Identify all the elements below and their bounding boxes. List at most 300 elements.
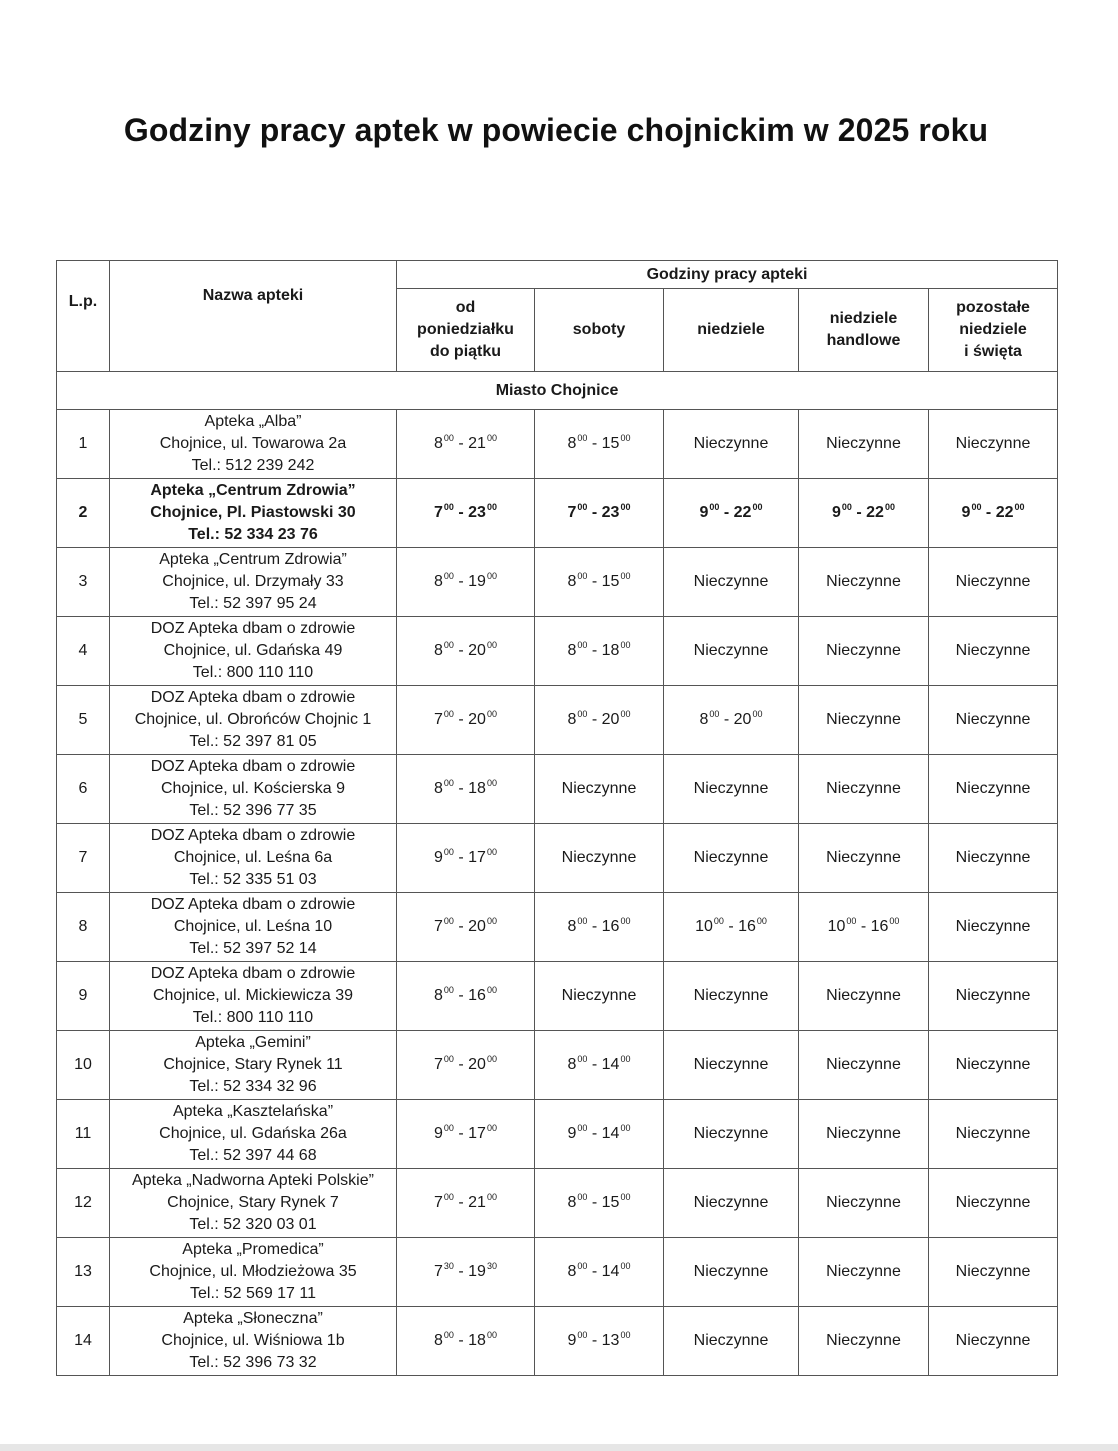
hours-open: 7 xyxy=(434,1056,443,1073)
row-number: 2 xyxy=(57,479,110,548)
hours-open-min: 00 xyxy=(577,1192,588,1202)
row-number: 14 xyxy=(57,1307,110,1376)
pharmacy-address: Chojnice, ul. Towarowa 2a xyxy=(159,435,347,452)
pharmacy-cell xyxy=(110,410,397,479)
pharmacy-address: Chojnice, ul. Drzymały 33 xyxy=(162,573,344,590)
hours-open: 8 xyxy=(567,918,577,935)
pharmacy-phone: Tel.: 52 569 17 11 xyxy=(189,1285,317,1302)
hours-cell: $7^{00} - 21^{00}$ xyxy=(397,1169,535,1238)
table-row xyxy=(57,824,1058,893)
pharmacy-phone: Tel.: 52 396 77 35 xyxy=(189,802,317,819)
pharmacy-cell xyxy=(110,962,397,1031)
hours-open: 9 xyxy=(567,1332,577,1349)
hours-close: 14 xyxy=(601,1056,620,1073)
header-line: niedziele xyxy=(959,321,1027,338)
hours-close-min: 00 xyxy=(1014,502,1025,512)
closed-cell: Nieczynne xyxy=(929,410,1058,479)
hours-close: 17 xyxy=(468,849,486,866)
hours-open-min: 00 xyxy=(443,571,454,581)
hours-open: 9 xyxy=(699,504,709,521)
hours-close-min: 00 xyxy=(486,433,497,443)
table-row xyxy=(57,479,1058,548)
hours-open-min: 00 xyxy=(846,916,857,926)
row-number: 7 xyxy=(57,824,110,893)
hours-cell: $7^{00} - 23^{00}$ xyxy=(535,479,664,548)
closed-cell: Nieczynne xyxy=(664,617,799,686)
header-line: od xyxy=(455,299,476,316)
closed-cell: Nieczynne xyxy=(664,548,799,617)
pharmacy-cell xyxy=(110,1238,397,1307)
pharmacy-name: Apteka „Nadworna Apteki Polskie” xyxy=(132,1172,374,1189)
hours-cell: $8^{00} - 20^{00}$ xyxy=(664,686,799,755)
closed-cell: Nieczynne xyxy=(929,824,1058,893)
page-title: Godziny pracy aptek w powiecie chojnickim w 2025 roku xyxy=(123,112,989,148)
hours-open: 8 xyxy=(434,642,443,659)
hours-open: 9 xyxy=(434,849,443,866)
hours-cell: $9^{00} - 17^{00}$ xyxy=(397,824,535,893)
closed-cell: Nieczynne xyxy=(929,1169,1058,1238)
pharmacy-phone: Tel.: 52 334 23 76 xyxy=(188,526,318,543)
closed-cell: Nieczynne xyxy=(664,1238,799,1307)
closed-cell: Nieczynne xyxy=(799,617,929,686)
header-hours-group: Godziny pracy apteki xyxy=(397,261,1058,289)
closed-cell: Nieczynne xyxy=(799,1100,929,1169)
pharmacy-name: DOZ Apteka dbam o zdrowie xyxy=(150,620,356,637)
hours-open: 7 xyxy=(434,918,443,935)
hours-close-min: 00 xyxy=(620,502,631,512)
closed-cell: Nieczynne xyxy=(799,962,929,1031)
hours-close-min: 00 xyxy=(486,916,497,926)
hours-close-min: 00 xyxy=(620,1261,631,1271)
pharmacy-cell xyxy=(110,617,397,686)
row-number: 12 xyxy=(57,1169,110,1238)
hours-close: 13 xyxy=(601,1332,620,1349)
pharmacy-phone: Tel.: 52 320 03 01 xyxy=(189,1216,317,1233)
closed-cell: Nieczynne xyxy=(664,1100,799,1169)
hours-close: 22 xyxy=(733,504,752,521)
pharmacy-phone: Tel.: 52 397 95 24 xyxy=(189,595,317,612)
hours-cell: $8^{00} - 18^{00}$ xyxy=(397,755,535,824)
hours-close: 22 xyxy=(866,504,884,521)
hours-close-min: 00 xyxy=(486,985,497,995)
closed-cell: Nieczynne xyxy=(929,1100,1058,1169)
header-line: pozostałe xyxy=(956,299,1030,316)
hours-cell: $8^{00} - 21^{00}$ xyxy=(397,410,535,479)
hours-open: 8 xyxy=(567,642,577,659)
pharmacy-name: Apteka „Alba” xyxy=(204,413,302,430)
table-row xyxy=(57,617,1058,686)
hours-close: 23 xyxy=(468,504,486,521)
row-number: 1 xyxy=(57,410,110,479)
hours-open-min: 00 xyxy=(443,985,454,995)
closed-cell: Nieczynne xyxy=(799,755,929,824)
row-number: 5 xyxy=(57,686,110,755)
hours-open: 7 xyxy=(434,1194,443,1211)
hours-close-min: 00 xyxy=(620,1123,631,1133)
hours-cell: $9^{00} - 22^{00}$ xyxy=(664,479,799,548)
pharmacy-cell xyxy=(110,479,397,548)
pharmacy-address: Chojnice, ul. Obrońców Chojnic 1 xyxy=(134,711,372,728)
hours-open: 8 xyxy=(567,435,577,452)
closed-cell: Nieczynne xyxy=(799,1307,929,1376)
hours-close: 20 xyxy=(468,1056,486,1073)
closed-cell: Nieczynne xyxy=(535,755,664,824)
hours-open: 7 xyxy=(434,711,443,728)
hours-open-min: 00 xyxy=(577,1054,588,1064)
hours-open-min: 00 xyxy=(443,1192,454,1202)
pharmacy-cell xyxy=(110,686,397,755)
pharmacy-address: Chojnice, Stary Rynek 7 xyxy=(167,1194,339,1211)
hours-open-min: 00 xyxy=(443,916,454,926)
table-row xyxy=(57,686,1058,755)
closed-cell: Nieczynne xyxy=(799,410,929,479)
pharmacy-phone: Tel.: 800 110 110 xyxy=(192,1009,314,1026)
closed-cell: Nieczynne xyxy=(929,548,1058,617)
hours-cell: $7^{00} - 20^{00}$ xyxy=(397,1031,535,1100)
hours-open-min: 00 xyxy=(443,778,454,788)
closed-cell: Nieczynne xyxy=(664,962,799,1031)
closed-cell: Nieczynne xyxy=(799,1238,929,1307)
header-line: do piątku xyxy=(429,343,502,360)
hours-cell: $10^{00} - 16^{00}$ xyxy=(664,893,799,962)
pharmacy-phone: Tel.: 52 335 51 03 xyxy=(189,871,317,888)
hours-open-min: 00 xyxy=(577,502,588,512)
pharmacy-address: Chojnice, ul. Leśna 10 xyxy=(173,918,333,935)
hours-close-min: 00 xyxy=(486,847,497,857)
table-row xyxy=(57,962,1058,1031)
table-row xyxy=(57,1169,1058,1238)
hours-close: 14 xyxy=(601,1125,620,1142)
pharmacy-address: Chojnice, ul. Młodzieżowa 35 xyxy=(149,1263,357,1280)
hours-open-min: 00 xyxy=(443,1054,454,1064)
closed-cell: Nieczynne xyxy=(929,1238,1058,1307)
hours-open-min: 00 xyxy=(577,640,588,650)
hours-close-min: 00 xyxy=(752,502,763,512)
hours-close: 16 xyxy=(738,918,756,935)
row-number: 8 xyxy=(57,893,110,962)
table-row xyxy=(57,548,1058,617)
hours-close: 16 xyxy=(601,918,620,935)
pharmacy-cell xyxy=(110,824,397,893)
hours-close: 16 xyxy=(468,987,486,1004)
pharmacy-phone: Tel.: 52 397 52 14 xyxy=(189,940,317,957)
pharmacy-name: Apteka „Gemini” xyxy=(195,1034,311,1051)
pharmacy-cell xyxy=(110,1307,397,1376)
closed-cell: Nieczynne xyxy=(535,962,664,1031)
hours-open-min: 30 xyxy=(443,1261,454,1271)
closed-cell: Nieczynne xyxy=(799,686,929,755)
hours-open-min: 00 xyxy=(443,1330,454,1340)
hours-open-min: 00 xyxy=(443,709,454,719)
table-row xyxy=(57,755,1058,824)
hours-close: 20 xyxy=(468,642,486,659)
row-number: 3 xyxy=(57,548,110,617)
closed-cell: Nieczynne xyxy=(664,1307,799,1376)
closed-cell: Nieczynne xyxy=(799,548,929,617)
hours-close: 18 xyxy=(468,780,486,797)
hours-cell: $9^{00} - 14^{00}$ xyxy=(535,1100,664,1169)
hours-open-min: 00 xyxy=(841,502,852,512)
closed-cell: Nieczynne xyxy=(929,893,1058,962)
closed-cell: Nieczynne xyxy=(929,1307,1058,1376)
hours-close-min: 00 xyxy=(486,778,497,788)
hours-open: 8 xyxy=(434,1332,443,1349)
closed-cell: Nieczynne xyxy=(664,410,799,479)
pharmacy-name: DOZ Apteka dbam o zdrowie xyxy=(150,827,356,844)
hours-open: 8 xyxy=(434,780,443,797)
hours-open: 8 xyxy=(567,1194,577,1211)
hours-open-min: 00 xyxy=(443,433,454,443)
hours-close: 20 xyxy=(468,918,486,935)
hours-close: 20 xyxy=(733,711,752,728)
hours-close-min: 00 xyxy=(620,1330,631,1340)
hours-open: 8 xyxy=(567,1056,577,1073)
bottom-edge xyxy=(0,1444,1118,1451)
table-row xyxy=(57,1307,1058,1376)
closed-cell: Nieczynne xyxy=(929,962,1058,1031)
hours-close-min: 00 xyxy=(752,709,763,719)
hours-cell: $8^{00} - 15^{00}$ xyxy=(535,410,664,479)
hours-close: 18 xyxy=(468,1332,486,1349)
pharmacy-cell xyxy=(110,548,397,617)
table-row xyxy=(57,1238,1058,1307)
hours-open: 8 xyxy=(567,1263,577,1280)
hours-open: 8 xyxy=(699,711,709,728)
hours-cell: $10^{00} - 16^{00}$ xyxy=(799,893,929,962)
table-row xyxy=(57,1031,1058,1100)
header-column xyxy=(535,289,664,372)
hours-open: 8 xyxy=(567,573,577,590)
hours-close-min: 00 xyxy=(486,640,497,650)
header-column xyxy=(664,289,799,372)
hours-cell: $8^{00} - 14^{00}$ xyxy=(535,1238,664,1307)
hours-open-min: 00 xyxy=(443,1123,454,1133)
hours-open-min: 00 xyxy=(443,640,454,650)
hours-open: 9 xyxy=(832,504,841,521)
row-number: 4 xyxy=(57,617,110,686)
hours-close-min: 00 xyxy=(620,1054,631,1064)
hours-close-min: 00 xyxy=(486,502,497,512)
hours-close: 16 xyxy=(870,918,889,935)
hours-close: 17 xyxy=(468,1125,486,1142)
hours-cell: $8^{00} - 16^{00}$ xyxy=(397,962,535,1031)
pharmacy-name: DOZ Apteka dbam o zdrowie xyxy=(150,758,356,775)
hours-cell: $8^{00} - 18^{00}$ xyxy=(397,1307,535,1376)
hours-cell: $9^{00} - 17^{00}$ xyxy=(397,1100,535,1169)
hours-cell: $7^{00} - 20^{00}$ xyxy=(397,893,535,962)
hours-cell: $8^{00} - 20^{00}$ xyxy=(397,617,535,686)
hours-close-min: 00 xyxy=(486,709,497,719)
header-line: poniedziałku xyxy=(417,321,514,338)
hours-close-min: 00 xyxy=(486,1330,497,1340)
closed-cell: Nieczynne xyxy=(929,686,1058,755)
header-lp: L.p. xyxy=(57,261,110,372)
hours-open-min: 00 xyxy=(577,433,588,443)
pharmacy-phone: Tel.: 800 110 110 xyxy=(192,664,314,681)
closed-cell: Nieczynne xyxy=(929,1031,1058,1100)
section-title: Miasto Chojnice xyxy=(57,372,1058,410)
hours-close-min: 00 xyxy=(620,433,631,443)
hours-open: 9 xyxy=(961,504,971,521)
header-column xyxy=(799,289,929,372)
closed-cell: Nieczynne xyxy=(535,824,664,893)
pharmacy-address: Chojnice, ul. Wiśniowa 1b xyxy=(161,1332,345,1349)
pharmacy-phone: Tel.: 52 396 73 32 xyxy=(189,1354,317,1371)
hours-close: 15 xyxy=(601,573,620,590)
pharmacy-name: DOZ Apteka dbam o zdrowie xyxy=(150,896,356,913)
row-number: 13 xyxy=(57,1238,110,1307)
hours-open: 10 xyxy=(695,918,713,935)
pharmacy-hours-table xyxy=(56,260,1058,1376)
header-column xyxy=(397,289,535,372)
hours-cell: $8^{00} - 15^{00}$ xyxy=(535,548,664,617)
pharmacy-address: Chojnice, ul. Gdańska 49 xyxy=(163,642,343,659)
pharmacy-name: Apteka „Promedica” xyxy=(182,1241,324,1258)
hours-open: 7 xyxy=(567,504,577,521)
hours-close: 18 xyxy=(601,642,620,659)
hours-close-min: 00 xyxy=(620,1192,631,1202)
hours-cell: $8^{00} - 18^{00}$ xyxy=(535,617,664,686)
pharmacy-cell xyxy=(110,893,397,962)
hours-cell: $8^{00} - 19^{00}$ xyxy=(397,548,535,617)
hours-open: 8 xyxy=(567,711,577,728)
hours-close-min: 00 xyxy=(486,571,497,581)
row-number: 9 xyxy=(57,962,110,1031)
hours-close: 21 xyxy=(468,1194,486,1211)
closed-cell: Nieczynne xyxy=(929,617,1058,686)
hours-cell: $7^{00} - 20^{00}$ xyxy=(397,686,535,755)
pharmacy-name: Apteka „Kasztelańska” xyxy=(172,1103,334,1120)
pharmacy-name: DOZ Apteka dbam o zdrowie xyxy=(150,965,356,982)
row-number: 11 xyxy=(57,1100,110,1169)
closed-cell: Nieczynne xyxy=(664,1169,799,1238)
pharmacy-phone: Tel.: 52 334 32 96 xyxy=(189,1078,317,1095)
hours-close: 20 xyxy=(601,711,620,728)
hours-open: 7 xyxy=(434,1263,443,1280)
pharmacy-phone: Tel.: 52 397 44 68 xyxy=(189,1147,317,1164)
header-line: handlowe xyxy=(826,332,901,349)
hours-cell: $8^{00} - 14^{00}$ xyxy=(535,1031,664,1100)
pharmacy-address: Chojnice, ul. Kościerska 9 xyxy=(160,780,346,797)
hours-close: 21 xyxy=(468,435,486,452)
header-line: niedziele xyxy=(829,310,898,327)
hours-close-min: 00 xyxy=(884,502,895,512)
hours-open-min: 00 xyxy=(577,916,588,926)
hours-close: 22 xyxy=(995,504,1014,521)
header-line: niedziele xyxy=(697,321,765,338)
pharmacy-name: Apteka „Centrum Zdrowia” xyxy=(150,482,356,499)
pharmacy-address: Chojnice, Stary Rynek 11 xyxy=(163,1056,343,1073)
pharmacy-cell xyxy=(110,1169,397,1238)
pharmacy-address: Chojnice, ul. Gdańska 26a xyxy=(159,1125,347,1142)
hours-open: 8 xyxy=(434,573,443,590)
table-row xyxy=(57,893,1058,962)
hours-close-min: 00 xyxy=(620,916,631,926)
hours-open: 10 xyxy=(827,918,846,935)
hours-close: 19 xyxy=(468,1263,486,1280)
table-row xyxy=(57,1100,1058,1169)
hours-close-min: 30 xyxy=(486,1261,497,1271)
pharmacy-name: DOZ Apteka dbam o zdrowie xyxy=(150,689,356,706)
pharmacy-address: Chojnice, Pl. Piastowski 30 xyxy=(150,504,356,521)
pharmacy-name: Apteka „Słoneczna” xyxy=(183,1310,323,1327)
hours-open: 9 xyxy=(434,1125,443,1142)
pharmacy-phone: Tel.: 52 397 81 05 xyxy=(189,733,317,750)
closed-cell: Nieczynne xyxy=(799,1031,929,1100)
hours-cell: $9^{00} - 22^{00}$ xyxy=(929,479,1058,548)
pharmacy-address: Chojnice, ul. Leśna 6a xyxy=(173,849,333,866)
hours-cell: $8^{00} - 20^{00}$ xyxy=(535,686,664,755)
hours-open-min: 00 xyxy=(709,502,720,512)
closed-cell: Nieczynne xyxy=(664,755,799,824)
hours-cell: $7^{00} - 23^{00}$ xyxy=(397,479,535,548)
hours-open-min: 00 xyxy=(577,1261,588,1271)
hours-close-min: 00 xyxy=(486,1192,497,1202)
hours-cell: $8^{00} - 16^{00}$ xyxy=(535,893,664,962)
pharmacy-cell xyxy=(110,1031,397,1100)
hours-open-min: 00 xyxy=(577,1123,588,1133)
hours-close-min: 00 xyxy=(486,1123,497,1133)
hours-open-min: 00 xyxy=(577,571,588,581)
closed-cell: Nieczynne xyxy=(929,755,1058,824)
closed-cell: Nieczynne xyxy=(799,824,929,893)
pharmacy-cell xyxy=(110,1100,397,1169)
hours-close-min: 00 xyxy=(620,640,631,650)
hours-close: 15 xyxy=(601,435,620,452)
hours-open: 9 xyxy=(567,1125,577,1142)
hours-close: 20 xyxy=(468,711,486,728)
hours-open-min: 00 xyxy=(713,916,724,926)
table-row xyxy=(57,410,1058,479)
hours-open: 8 xyxy=(434,435,443,452)
header-line: soboty xyxy=(572,321,626,338)
hours-open: 7 xyxy=(434,504,443,521)
hours-open-min: 00 xyxy=(971,502,982,512)
row-number: 6 xyxy=(57,755,110,824)
header-line: i święta xyxy=(964,343,1022,360)
hours-close-min: 00 xyxy=(889,916,900,926)
hours-open-min: 00 xyxy=(443,502,454,512)
closed-cell: Nieczynne xyxy=(799,1169,929,1238)
hours-close-min: 00 xyxy=(486,1054,497,1064)
header-name: Nazwa apteki xyxy=(110,261,397,372)
hours-open-min: 00 xyxy=(709,709,720,719)
hours-cell: $7^{30} - 19^{30}$ xyxy=(397,1238,535,1307)
hours-close: 15 xyxy=(601,1194,620,1211)
hours-close-min: 00 xyxy=(756,916,767,926)
pharmacy-name: Apteka „Centrum Zdrowia” xyxy=(159,551,347,568)
closed-cell: Nieczynne xyxy=(664,824,799,893)
row-number: 10 xyxy=(57,1031,110,1100)
pharmacy-cell xyxy=(110,755,397,824)
hours-close-min: 00 xyxy=(620,709,631,719)
hours-cell: $9^{00} - 22^{00}$ xyxy=(799,479,929,548)
hours-close-min: 00 xyxy=(620,571,631,581)
hours-cell: $8^{00} - 15^{00}$ xyxy=(535,1169,664,1238)
hours-open-min: 00 xyxy=(443,847,454,857)
pharmacy-address: Chojnice, ul. Mickiewicza 39 xyxy=(152,987,354,1004)
hours-close: 23 xyxy=(601,504,620,521)
hours-open: 8 xyxy=(434,987,443,1004)
header-column xyxy=(929,289,1058,372)
closed-cell: Nieczynne xyxy=(664,1031,799,1100)
hours-open-min: 00 xyxy=(577,1330,588,1340)
hours-cell: $9^{00} - 13^{00}$ xyxy=(535,1307,664,1376)
hours-close: 14 xyxy=(601,1263,620,1280)
hours-open-min: 00 xyxy=(577,709,588,719)
hours-close: 19 xyxy=(468,573,486,590)
pharmacy-phone: Tel.: 512 239 242 xyxy=(191,457,315,474)
